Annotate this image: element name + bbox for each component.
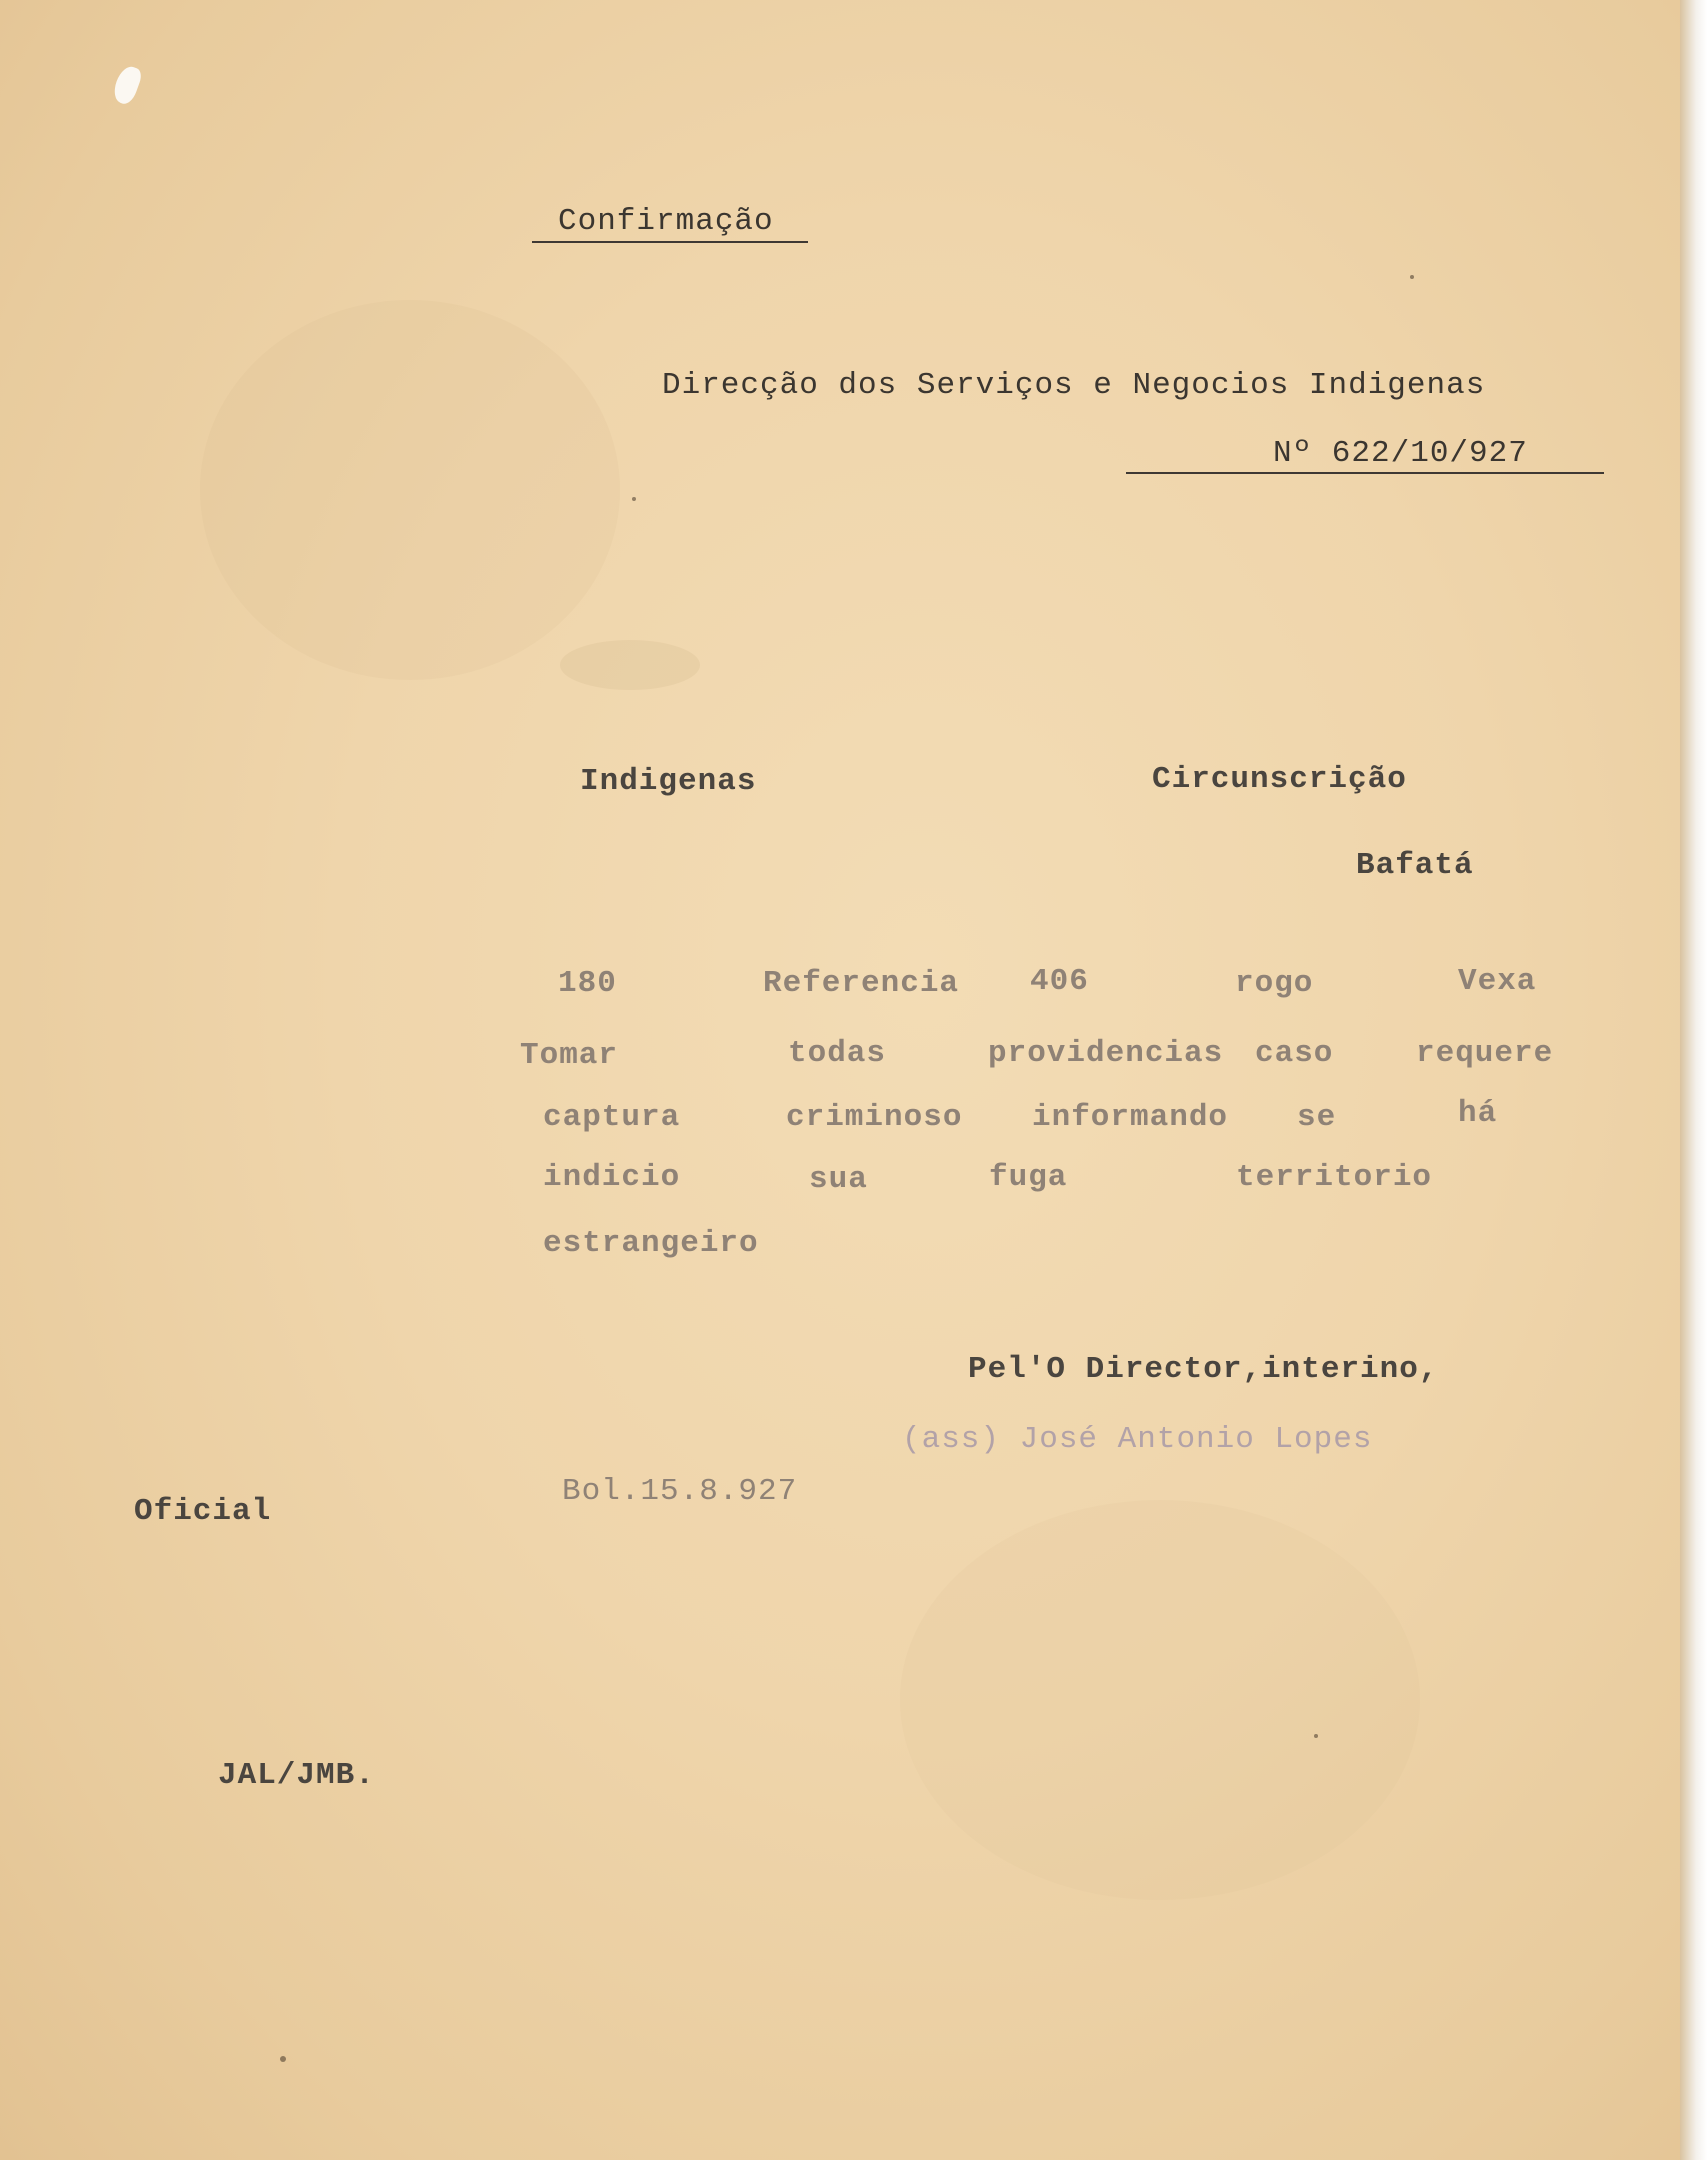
title-underline [532,241,808,243]
paper-tear [110,63,144,106]
signature-line: Pel'O Director,interino, [968,1352,1439,1387]
message-word: fuga [989,1160,1068,1195]
message-word: se [1297,1100,1337,1135]
paper-stain [900,1500,1420,1900]
message-word: providencias [988,1036,1224,1071]
message-word: sua [809,1162,868,1197]
paper-fleck [280,2056,286,2062]
message-word: há [1458,1096,1498,1131]
message-word: informando [1032,1100,1229,1135]
addressee-place: Bafatá [1356,848,1474,883]
message-word: indicio [543,1160,681,1195]
addressee-circunscricao: Circunscrição [1152,762,1407,797]
message-word: captura [543,1100,681,1135]
scan-edge [1680,0,1707,2160]
paper-stain [560,640,700,690]
paper-fleck [632,497,636,501]
message-word: criminoso [786,1100,963,1135]
message-word: Referencia [763,966,960,1001]
bulletin-reference: Bol.15.8.927 [562,1474,798,1509]
paper-fleck [1314,1734,1318,1738]
message-word: estrangeiro [543,1226,759,1261]
paper-fleck [1410,275,1414,279]
message-word: rogo [1235,966,1314,1001]
department-heading: Direcção dos Serviços e Negocios Indigenas [662,368,1486,403]
message-word: caso [1255,1036,1334,1071]
reference-number: Nº 622/10/927 [1273,436,1528,471]
message-word: todas [788,1036,887,1071]
message-word: 180 [558,966,617,1001]
message-word: 406 [1030,964,1089,999]
typist-initials: JAL/JMB. [218,1758,375,1793]
reference-underline [1126,472,1604,474]
classification-label: Oficial [134,1494,272,1529]
message-word: requere [1416,1036,1554,1071]
signature-name: (ass) José Antonio Lopes [902,1422,1373,1457]
message-word: Tomar [520,1038,619,1073]
message-word: Vexa [1458,964,1537,999]
paper-stain [200,300,620,680]
message-word: territorio [1236,1160,1433,1195]
document-title: Confirmação [558,204,774,239]
addressee-indigenas: Indigenas [580,764,757,799]
